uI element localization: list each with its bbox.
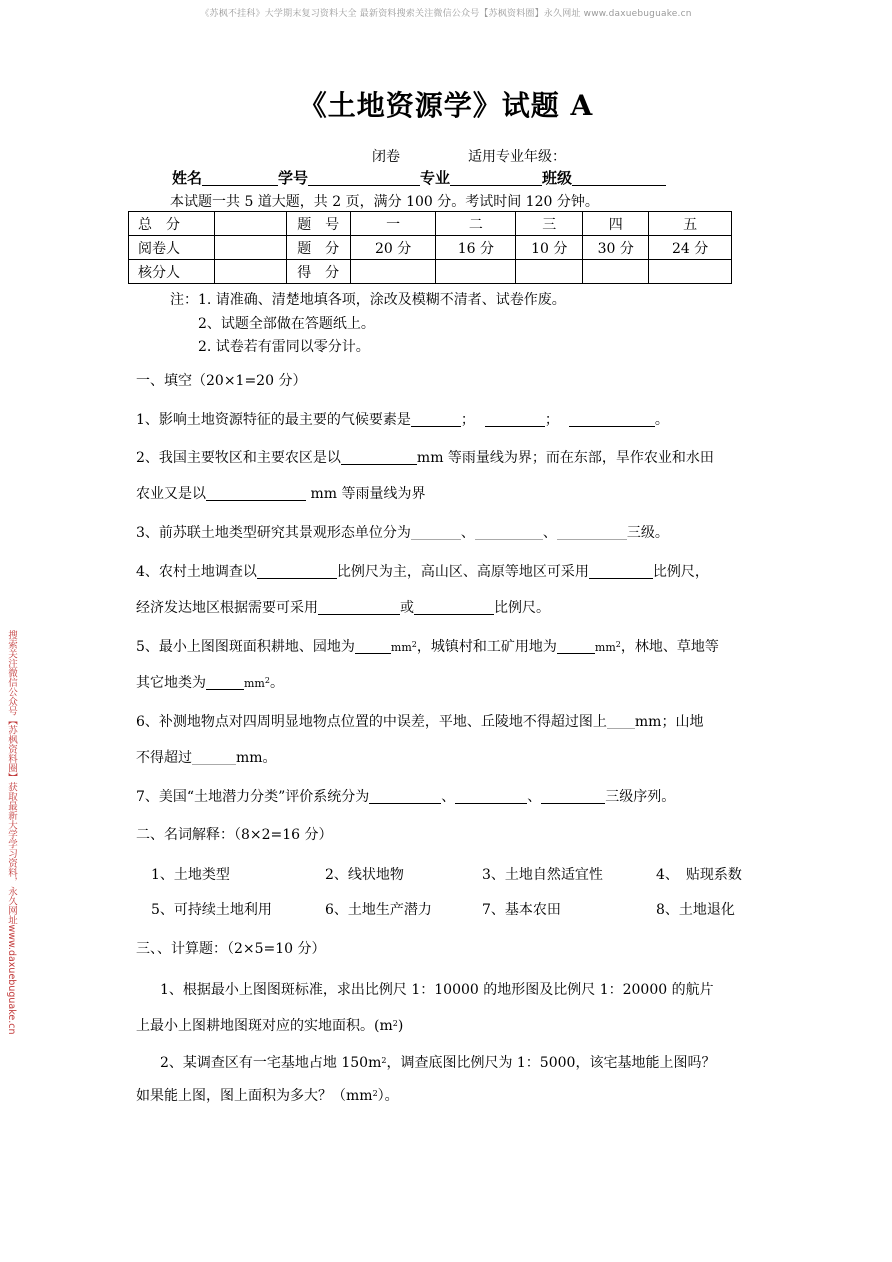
question-text: 三级序列。 bbox=[605, 789, 676, 805]
name-field[interactable] bbox=[202, 170, 278, 186]
question-1-5 bbox=[136, 636, 719, 656]
table-cell[interactable] bbox=[649, 260, 732, 284]
question-text: 2、某调查区有一宅基地占地 150m bbox=[160, 1055, 382, 1071]
blank-field[interactable] bbox=[355, 639, 391, 654]
question-text: mm；山地 bbox=[634, 714, 704, 730]
question-text: ) bbox=[397, 1018, 404, 1034]
blank-field[interactable] bbox=[557, 639, 595, 654]
question-1-1 bbox=[136, 409, 669, 429]
section-1-title: 一、填空（20×1=20 分） bbox=[136, 373, 307, 389]
table-cell[interactable] bbox=[436, 260, 516, 284]
question-1-6-cont bbox=[136, 747, 277, 767]
question-1-7 bbox=[136, 786, 675, 806]
table-row bbox=[129, 236, 732, 260]
class-label: 班级 bbox=[542, 169, 573, 187]
blank-field[interactable] bbox=[257, 564, 337, 579]
question-text: 7、美国“土地潜力分类”评价系统分为 bbox=[136, 789, 370, 805]
question-text: 其它地类为 bbox=[136, 675, 206, 691]
question-text: 1、影响土地资源特征的最主要的气候要素是 bbox=[136, 412, 411, 428]
superscript: 2 bbox=[392, 1019, 398, 1028]
question-1-3 bbox=[136, 522, 669, 542]
score-table bbox=[128, 211, 732, 284]
question-3-2-cont bbox=[136, 1085, 399, 1105]
superscript: 2 bbox=[372, 1089, 378, 1098]
separator: 、 bbox=[542, 525, 557, 541]
question-text: 不得超过 bbox=[136, 750, 192, 766]
question-text: 3、前苏联土地类型研究其景观形态单位分为 bbox=[136, 525, 411, 541]
term-item: 5、可持续土地利用 bbox=[151, 902, 272, 918]
major-label: 专业 bbox=[420, 169, 451, 187]
table-cell: 核分人 bbox=[129, 260, 215, 284]
table-cell: 10 分 bbox=[516, 236, 583, 260]
blank-field[interactable] bbox=[541, 789, 605, 804]
question-3-2 bbox=[160, 1052, 715, 1072]
question-text: ，城镇村和工矿用地为 bbox=[416, 639, 557, 655]
blank-field[interactable] bbox=[369, 789, 441, 804]
note-3: 2. 试卷若有雷同以零分计。 bbox=[198, 339, 370, 355]
question-text: ）。 bbox=[377, 1088, 399, 1104]
section-2-title: 二、名词解释：（8×2=16 分） bbox=[136, 827, 333, 843]
question-text: 。 bbox=[269, 675, 284, 691]
question-3-1-cont bbox=[136, 1015, 403, 1035]
table-cell: 四 bbox=[583, 212, 649, 236]
question-text: mm 等雨量线为界 bbox=[306, 486, 426, 502]
question-text: 5、最小上图图斑面积耕地、园地为 bbox=[136, 639, 355, 655]
table-cell: 30 分 bbox=[583, 236, 649, 260]
side-watermark: 搜索关注微信公众号【苏枫资料圈】获取最新大学学习资料，永久网址www.daxuebuguake.cn bbox=[6, 630, 17, 1035]
blank-field[interactable] bbox=[411, 412, 461, 427]
question-text: 农业又是以 bbox=[136, 486, 206, 502]
table-cell[interactable] bbox=[583, 260, 649, 284]
blank-field[interactable] bbox=[455, 789, 527, 804]
blank-field[interactable] bbox=[607, 713, 635, 729]
term-item: 1、土地类型 bbox=[151, 867, 230, 883]
header-watermark: 《苏枫不挂科》大学期末复习资料大全 最新资料搜索关注微信公众号【苏枫资料圈】永久网址 www.daxuebuguake.cn bbox=[200, 9, 692, 19]
blank-field[interactable] bbox=[414, 600, 494, 615]
question-text: 6、补测地物点对四周明显地物点位置的中误差，平地、丘陵地不得超过图上 bbox=[136, 714, 607, 730]
table-cell[interactable] bbox=[215, 260, 287, 284]
superscript: 2 bbox=[411, 640, 417, 649]
unit-text: mm bbox=[244, 677, 265, 690]
table-cell: 阅卷人 bbox=[129, 236, 215, 260]
blank-field[interactable] bbox=[206, 675, 244, 690]
blank-field[interactable] bbox=[341, 450, 417, 465]
note-2: 2、试题全部做在答题纸上。 bbox=[198, 316, 375, 332]
blank-field[interactable] bbox=[485, 412, 545, 427]
table-cell: 20 分 bbox=[350, 236, 436, 260]
superscript: 2 bbox=[381, 1056, 387, 1065]
unit-text: mm bbox=[390, 641, 412, 654]
exam-title: 《土地资源学》试题 A bbox=[298, 89, 594, 122]
question-1-4 bbox=[136, 561, 709, 581]
class-field[interactable] bbox=[572, 170, 666, 186]
blank-field[interactable] bbox=[206, 486, 306, 501]
table-cell: 得 分 bbox=[286, 260, 350, 284]
table-row bbox=[129, 260, 732, 284]
question-text: 或 bbox=[400, 600, 414, 616]
major-field[interactable] bbox=[450, 170, 542, 186]
table-cell: 二 bbox=[436, 212, 516, 236]
blank-field[interactable] bbox=[569, 412, 655, 427]
term-item: 3、土地自然适宜性 bbox=[482, 867, 603, 883]
table-cell: 题 号 bbox=[286, 212, 350, 236]
table-row bbox=[129, 212, 732, 236]
question-text: 2、我国主要牧区和主要农区是以 bbox=[136, 450, 341, 466]
question-text: 比例尺。 bbox=[494, 600, 550, 616]
question-text: mm。 bbox=[236, 750, 277, 766]
term-item: 8、土地退化 bbox=[656, 902, 735, 918]
question-text: 经济发达地区根据需要可采用 bbox=[136, 600, 318, 616]
table-cell: 题 分 bbox=[286, 236, 350, 260]
student-id-label: 学号 bbox=[278, 169, 309, 187]
section-3-title: 三、、计算题：（2×5=10 分） bbox=[136, 941, 326, 957]
blank-field[interactable] bbox=[589, 564, 653, 579]
separator: ； bbox=[460, 412, 475, 428]
question-1-2-cont bbox=[136, 483, 425, 503]
table-cell: 三 bbox=[516, 212, 583, 236]
question-1-6 bbox=[136, 711, 703, 731]
question-text: ，调查底图比例尺为 1：5000，该宅基地能上图吗？ bbox=[386, 1055, 716, 1071]
question-text: mm 等雨量线为界；而在东部，旱作农业和水田 bbox=[416, 450, 714, 466]
table-cell[interactable] bbox=[215, 212, 287, 236]
question-text: 4、农村土地调查以 bbox=[136, 564, 257, 580]
question-3-1: 1、根据最小上图图斑标准，求出比例尺 1：10000 的地形图及比例尺 1：20000 的航片 bbox=[160, 982, 714, 998]
major-grade-label: 适用专业年级： bbox=[468, 149, 566, 165]
student-id-field[interactable] bbox=[308, 170, 420, 186]
unit-text: mm bbox=[594, 641, 616, 654]
separator: ； bbox=[544, 412, 559, 428]
question-text: 比例尺为主，高山区、高原等地区可采用 bbox=[336, 564, 589, 580]
term-item: 6、土地生产潜力 bbox=[325, 902, 432, 918]
table-cell[interactable] bbox=[516, 260, 583, 284]
table-cell: 总 分 bbox=[129, 212, 215, 236]
name-label: 姓名 bbox=[172, 169, 203, 187]
table-cell[interactable] bbox=[215, 236, 287, 260]
term-item: 2、线状地物 bbox=[325, 867, 404, 883]
separator: 。 bbox=[654, 412, 669, 428]
exam-intro: 本试题一共 5 道大题，共 2 页，满分 100 分。考试时间 120 分钟。 bbox=[170, 194, 599, 210]
table-cell[interactable] bbox=[350, 260, 436, 284]
table-cell: 一 bbox=[350, 212, 436, 236]
superscript: 2 bbox=[615, 640, 621, 649]
table-cell: 24 分 bbox=[649, 236, 732, 260]
table-cell: 16 分 bbox=[436, 236, 516, 260]
blank-field[interactable] bbox=[318, 600, 400, 615]
table-cell: 五 bbox=[649, 212, 732, 236]
separator: 、 bbox=[460, 525, 475, 541]
separator: 、 bbox=[527, 789, 542, 805]
student-info-row bbox=[172, 167, 666, 188]
question-text: 上最小上图耕地图斑对应的实地面积。(m bbox=[136, 1018, 393, 1034]
superscript: 2 bbox=[264, 676, 270, 685]
blank-field[interactable] bbox=[411, 524, 461, 540]
closed-book-label: 闭卷 bbox=[372, 149, 400, 165]
blank-field[interactable] bbox=[475, 524, 543, 540]
term-item: 7、基本农田 bbox=[482, 902, 561, 918]
question-text: 如果能上图，图上面积为多大？（mm bbox=[136, 1088, 373, 1104]
separator: 、 bbox=[441, 789, 456, 805]
question-text: 三级。 bbox=[626, 525, 669, 541]
blank-field[interactable] bbox=[557, 524, 627, 540]
question-1-2 bbox=[136, 447, 714, 467]
question-1-4-cont bbox=[136, 597, 550, 617]
question-text: ，林地、草地等 bbox=[620, 639, 719, 655]
note-1: 注：1. 请准确、清楚地填各项，涂改及模糊不清者、试卷作废。 bbox=[170, 292, 566, 308]
question-1-5-cont bbox=[136, 672, 284, 692]
term-item: 4、 贴现系数 bbox=[656, 867, 742, 883]
blank-field[interactable] bbox=[192, 749, 236, 765]
question-text: 比例尺， bbox=[652, 564, 709, 580]
